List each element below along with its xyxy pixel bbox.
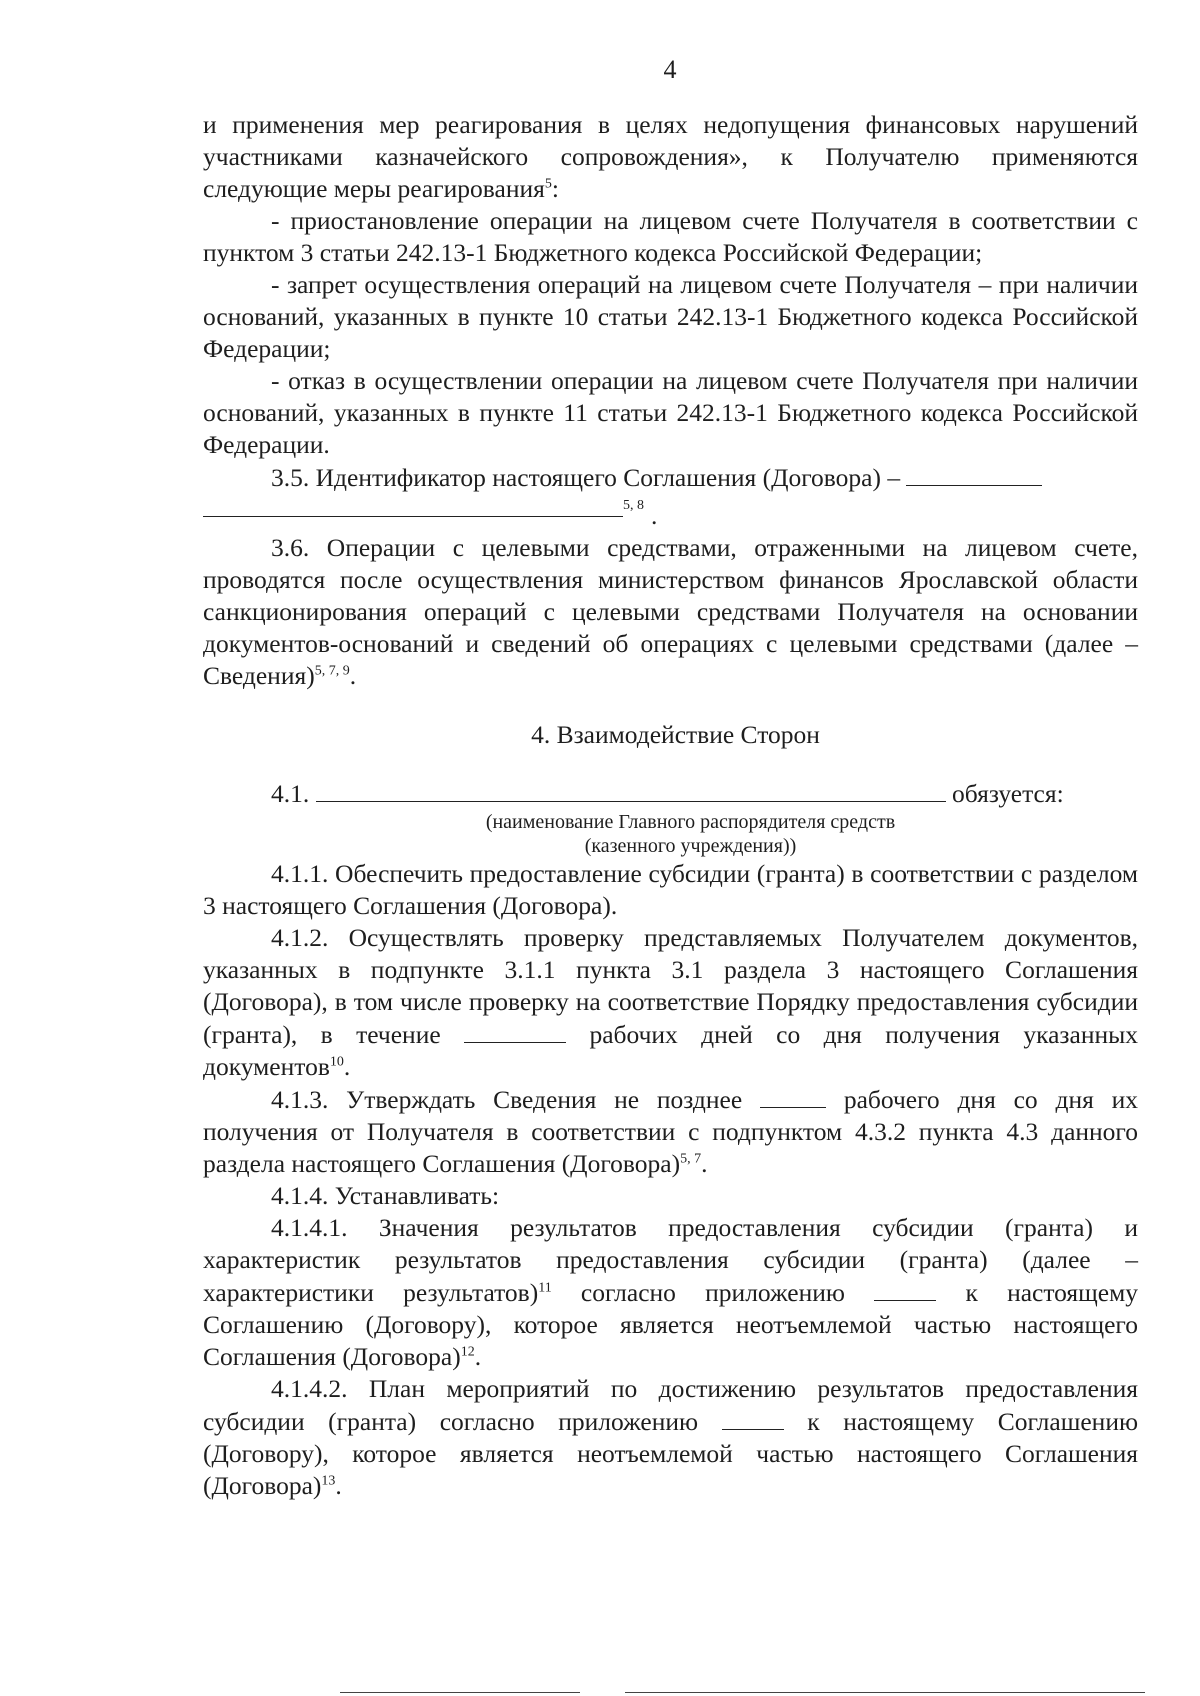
clause-4-1: 4.1. обязуется: <box>271 779 1064 808</box>
footnote-ref: 5 <box>544 176 552 192</box>
footnote-ref: 5, 7 <box>680 1151 702 1167</box>
day-blank <box>760 1083 826 1108</box>
section-4-title: 4. Взаимодействие Сторон <box>531 720 820 749</box>
clause-3-5-identifier: 3.5. Идентификатор настоящего Соглашения (Договора) – <box>203 461 1138 494</box>
clause-4-1-4: 4.1.4. Устанавливать: <box>271 1181 500 1210</box>
page-number: 4 <box>663 55 677 84</box>
clause-4-1-4-1: 4.1.4.1. Значения результатов предоставления субсидии (гранта) и характеристик результатов предоставления субсидии (гранта) (далее – характеристики результатов)$^{11}$ согласно приложению к настоящему Соглашению (Договору), которое является неотъемлемой частью настоящего Соглашения (Договора)$^{12}$. <box>203 1213 1138 1371</box>
footnote-ref: 12 <box>460 1344 475 1360</box>
caption-main-manager: (наименование Главного распорядителя средств <box>485 811 896 833</box>
footnote-ref: 13 <box>321 1473 336 1489</box>
scan-edge-rule <box>625 1692 1145 1693</box>
footnote-ref: 5, 8 <box>623 498 644 513</box>
footnote-ref: 10 <box>329 1054 344 1070</box>
clause-4-1-4-2: 4.1.4.2. План мероприятий по достижению результатов предоставления субсидии (гранта) согласно приложению к настоящему Соглашению (Договору), которое является неотъемлемой частью настоящего Соглашения (Договора)$^{13}$. <box>203 1374 1139 1500</box>
document-body <box>203 109 1138 1502</box>
days-blank <box>464 1018 566 1043</box>
appendix-number-blank <box>874 1276 936 1301</box>
footnote-ref: 5, 7, 9 <box>314 663 350 679</box>
main-manager-name-blank <box>316 777 946 802</box>
footnote-ref: 11 <box>538 1280 552 1296</box>
clause-4-1-1: 4.1.1. Обеспечить предоставление субсидии (гранта) в соответствии с разделом 3 настоящего Соглашения (Договора). <box>203 859 1138 920</box>
identifier-blank-line <box>203 516 623 517</box>
measure-item-suspension: - приостановление операции на лицевом счете Получателя в соответствии с пунктом 3 статьи 242.13-1 Бюджетного кодекса Российской Федерации; <box>203 206 1138 267</box>
clause-3-6: 3.6. Операции с целевыми средствами, отраженными на лицевом счете, проводятся после осуществления министерством финансов Ярославской области санкционирования операций с целевыми средствами Получателя на основании документов-оснований и сведений об операциях с целевыми средствами (далее – Сведения)$^{5, 7, 9}$. <box>203 533 1138 690</box>
measure-item-prohibition: - запрет осуществления операций на лицевом счете Получателя – при наличии оснований, указанных в пункте 10 статьи 242.13-1 Бюджетного кодекса Российской Федерации; <box>203 270 1138 363</box>
identifier-continuation: 5, 8 . <box>203 494 1138 528</box>
paragraph-measures-intro: и применения мер реагирования в целях недопущения финансовых нарушений участниками казначейского сопровождения», к Получателю применяются следующие меры реагирования$^5$: <box>203 110 1138 203</box>
appendix-number-blank <box>722 1405 784 1430</box>
clause-4-1-2: 4.1.2. Осуществлять проверку представляемых Получателем документов, указанных в подпункте 3.1.1 пункта 3.1 раздела 3 настоящего Соглашения (Договора), в том числе проверку на соответствие Порядку предоставления субсидии (гранта), в течение рабочих дней со дня получения указанных документов$^{10}$. <box>203 923 1138 1081</box>
identifier-blank <box>906 461 1042 486</box>
scan-edge-rule <box>340 1692 580 1693</box>
measure-item-refusal: - отказ в осуществлении операции на лицевом счете Получателя при наличии оснований, указанных в пункте 11 статьи 242.13-1 Бюджетного кодекса Российской Федерации. <box>203 366 1138 459</box>
caption-state-institution: (казенного учреждения)) <box>584 835 797 857</box>
clause-4-1-3: 4.1.3. Утверждать Сведения не позднее рабочего дня со дня их получения от Получателя в соответствии с подпунктом 4.3.2 пункта 4.3 данного раздела настоящего Соглашения (Договора)$^{5, 7}$. <box>203 1085 1139 1178</box>
